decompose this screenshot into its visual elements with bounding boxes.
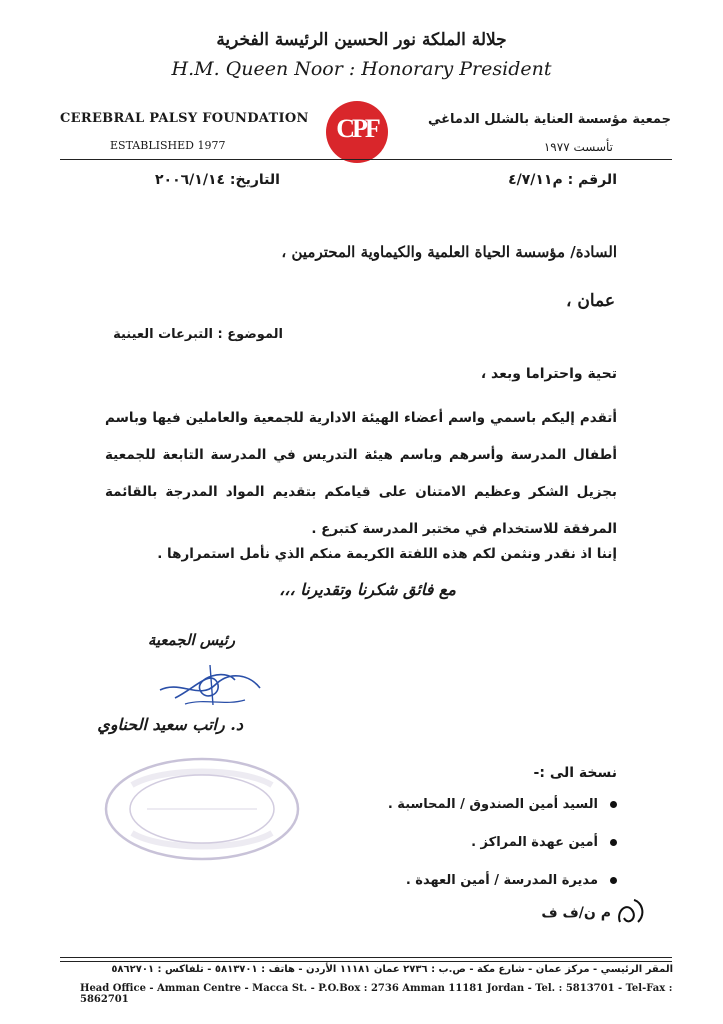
list-item bbox=[297, 790, 617, 828]
reference-number: الرقم : م٤/٧/١١ bbox=[508, 172, 617, 188]
closing-line: إننا اذ نقدر ونثمن لكم هذه اللفتة الكريمة منكم الذي نأمل استمرارها . bbox=[157, 546, 617, 562]
handwritten-signature bbox=[155, 660, 265, 710]
thanks-line: مع فائق شكرنا وتقديرنا ،،، bbox=[279, 580, 456, 599]
established-arabic: تأسست ١٩٧٧ bbox=[543, 140, 613, 154]
footer-divider bbox=[60, 957, 672, 958]
greeting: تحية واحتراما وبعد ، bbox=[480, 366, 617, 382]
signatory-name: د. راتب سعيد الحناوي bbox=[97, 715, 243, 734]
bullet-icon bbox=[610, 839, 617, 846]
list-item-label: مديرة المدرسة / أمين العهدة . bbox=[405, 873, 598, 888]
list-item-label: أمين عهدة المراكز . bbox=[471, 835, 598, 850]
list-item bbox=[297, 866, 617, 904]
established-english: ESTABLISHED 1977 bbox=[110, 139, 226, 152]
initials-mark bbox=[612, 892, 652, 932]
footer-address-english: Head Office - Amman Centre - Macca St. - P.O.Box : 2736 Amman 11181 Jordan - Tel. : 5813701 - Tel-Fax : 5862701 bbox=[80, 983, 673, 1005]
footer-address-arabic: المقر الرئيسي - مركز عمان - شارع مكة - ص.ب : ٢٧٣٦ عمان ١١١٨١ الأردن - هاتف : ٥٨١٣٧٠١ - تلفاكس : ٥٨٦٢٧٠١ bbox=[111, 964, 673, 975]
recipient: السادة/ مؤسسة الحياة العلمية والكيماوية المحترمين ، bbox=[281, 243, 617, 261]
copies-to-title: نسخة الى :- bbox=[533, 765, 617, 781]
honorary-president-arabic: جلالة الملكة نور الحسين الرئيسة الفخرية bbox=[216, 30, 507, 50]
foundation-logo bbox=[326, 101, 388, 163]
organization-name-english: CEREBRAL PALSY FOUNDATION bbox=[60, 111, 309, 126]
typist-initials: م ن/ف ف bbox=[541, 905, 611, 921]
recipient-city: عمان ، bbox=[565, 291, 615, 311]
footer-divider-thin bbox=[60, 961, 672, 962]
organization-stamp bbox=[102, 755, 302, 863]
bullet-icon bbox=[610, 801, 617, 808]
list-item-label: السيد أمين الصندوق / المحاسبة . bbox=[387, 797, 598, 812]
header-divider bbox=[60, 159, 672, 160]
subject-line: الموضوع : التبرعات العينية bbox=[113, 327, 283, 342]
letter-date: التاريخ: ٢٠٠٦/١/١٤ bbox=[155, 172, 280, 188]
list-item bbox=[297, 828, 617, 866]
signatory-title: رئيس الجمعية bbox=[147, 631, 235, 649]
honorary-president-english: H.M. Queen Noor : Honorary President bbox=[171, 58, 552, 80]
copies-to-list bbox=[297, 790, 617, 904]
organization-name-arabic: جمعية مؤسسة العناية بالشلل الدماغي bbox=[427, 112, 671, 127]
bullet-icon bbox=[610, 877, 617, 884]
letter-body: أتقدم إليكم باسمي واسم أعضاء الهيئة الادارية للجمعية والعاملين فيها وباسم أطفال المدرسة وأسرهم وباسم هيئة التدريس في المدرسة التابعة للجمعية بجزيل الشكر وعظيم الامتنان على قيامكم بتقديم المواد المدرجة بالقائمة المرفقة للاستخدام في مختبر المدرسة كتبرع . bbox=[105, 410, 617, 537]
logo-text: CPF bbox=[336, 114, 378, 143]
